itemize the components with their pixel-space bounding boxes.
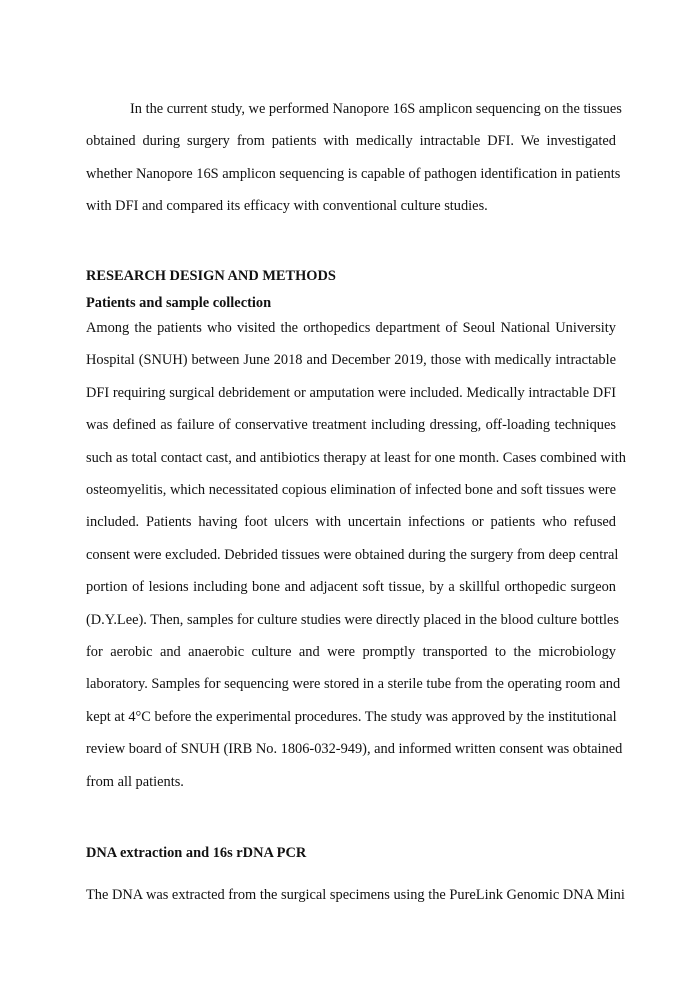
- patients-line: osteomyelitis, which necessitated copious elimination of infected bone and soft tissues were: [86, 482, 616, 499]
- intro-line: whether Nanopore 16S amplicon sequencing is capable of pathogen identification in patients: [86, 165, 621, 182]
- dna-paragraph: [86, 879, 625, 911]
- patients-line: review board of SNUH (IRB No. 1806-032-949), and informed written consent was obtained: [86, 741, 623, 758]
- intro-line: In the current study, we performed Nanopore 16S amplicon sequencing on the tissues: [130, 101, 622, 117]
- patients-line: Among the patients who visited the orthopedics department of Seoul National University: [86, 320, 616, 336]
- patients-line: consent were excluded. Debrided tissues were obtained during the surgery from deep central: [86, 546, 619, 563]
- patients-line: from all patients.: [86, 773, 184, 790]
- patients-line: DFI requiring surgical debridement or amputation were included. Medically intractable DFI: [86, 384, 616, 401]
- subsection-heading-patients: Patients and sample collection: [86, 295, 272, 311]
- patients-line: portion of lesions including bone and adjacent soft tissue, by a skillful orthopedic surgeon: [86, 579, 616, 596]
- patients-line: for aerobic and anaerobic culture and were promptly transported to the microbiology: [86, 644, 616, 661]
- patients-line: (D.Y.Lee). Then, samples for culture studies were directly placed in the blood culture bottles: [86, 611, 619, 628]
- patients-line: included. Patients having foot ulcers with uncertain infections or patients who refused: [86, 514, 616, 531]
- section-heading: RESEARCH DESIGN AND METHODS: [86, 268, 336, 284]
- patients-line: laboratory. Samples for sequencing were stored in a sterile tube from the operating room and: [86, 676, 621, 693]
- patients-line: kept at 4°C before the experimental procedures. The study was approved by the institutional: [86, 708, 617, 725]
- dna-line: The DNA was extracted from the surgical specimens using the PureLink Genomic DNA Mini: [86, 887, 625, 903]
- patients-line: Hospital (SNUH) between June 2018 and December 2019, those with medically intractable: [86, 352, 616, 369]
- patients-paragraph: [86, 312, 626, 798]
- subsection-heading-dna: DNA extraction and 16s rDNA PCR: [86, 845, 307, 861]
- intro-paragraph: [86, 93, 622, 223]
- intro-line: with DFI and compared its efficacy with conventional culture studies.: [86, 198, 488, 215]
- patients-line: such as total contact cast, and antibiotics therapy at least for one month. Cases combined with: [86, 449, 626, 466]
- intro-line: obtained during surgery from patients with medically intractable DFI. We investigated: [86, 133, 616, 150]
- patients-line: was defined as failure of conservative treatment including dressing, off-loading techniques: [86, 417, 616, 434]
